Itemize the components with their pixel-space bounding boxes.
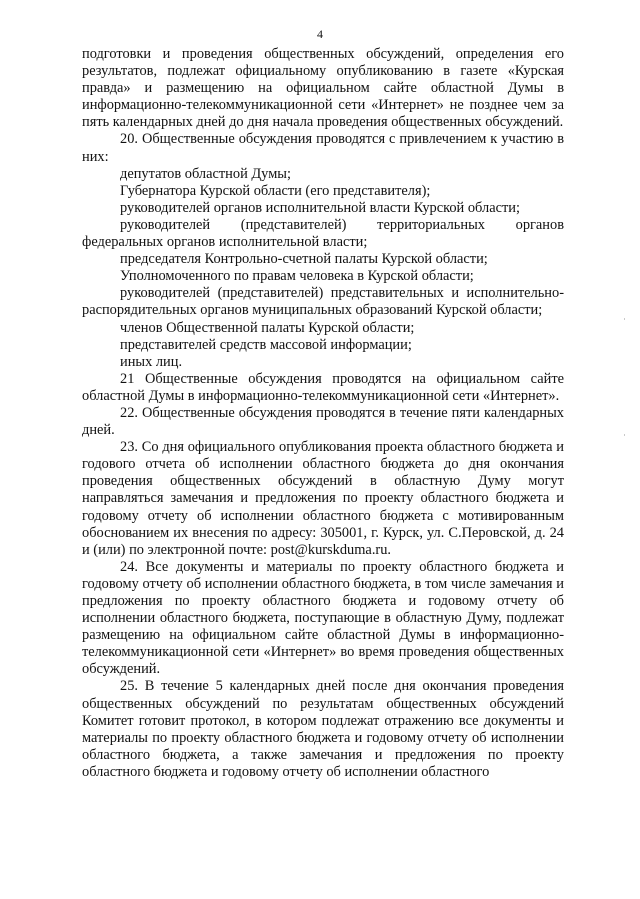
paragraph-continuation: подготовки и проведения общественных обсуждений, определения его результатов, подлежат официальному опубликованию в газете «Курская правда» и размещению на официальном сайте областной Думы в информационно-телекоммуникационной сети «Интернет» не позднее чем за пять календарных дней до дня начала проведения общественных обсуждений. [82, 46, 564, 131]
scan-artifact [624, 434, 625, 436]
paragraph-21: 21 Общественные обсуждения проводятся на официальном сайте областной Думы в информационно-телекоммуникационной сети «Интернет». [82, 370, 564, 404]
paragraph-22: 22. Общественные обсуждения проводятся в течение пяти календарных дней. [82, 404, 564, 439]
paragraph-25: 25. В течение 5 календарных дней после дня окончания проведения общественных обсуждений по результатам общественных обсуждений Комитет готовит протокол, в котором подлежат отражению все документы и материалы по проекту областного бюджета и годовому отчету об исполнении областного бюджета, а также замечания и предложения по проекту областного бюджета и годовому отчету об исполнении областного [82, 678, 564, 780]
list-item: председателя Контрольно-счетной палаты Курской области; [120, 251, 488, 268]
document-body [82, 46, 564, 781]
list-item: депутатов областной Думы; [120, 165, 291, 182]
list-item: руководителей (представителей) территориальных органов федеральных органов исполнительной власти; [82, 216, 564, 251]
scan-artifact [624, 318, 625, 320]
list-item: руководителей (представителей) представительных и исполнительно-распорядительных органов муниципальных образований Курской области; [82, 285, 564, 319]
paragraph-20: 20. Общественные обсуждения проводятся с привлечением к участию в них: [82, 131, 564, 165]
list-item: Губернатора Курской области (его представителя); [120, 182, 431, 199]
list-item: членов Общественной палаты Курской области; [120, 319, 415, 336]
list-item: руководителей органов исполнительной власти Курской области; [120, 199, 520, 216]
list-item: Уполномоченного по правам человека в Курской области; [120, 268, 474, 285]
page-number: 4 [317, 27, 323, 41]
list-item: представителей средств массовой информации; [120, 336, 412, 353]
paragraph-24: 24. Все документы и материалы по проекту областного бюджета и годовому отчету об исполнении областного бюджета, в том числе замечания и предложения по проекту областного бюджета и годовому отчету об исполнении областного бюджета, поступающие в областную Думу, подлежат размещению на официальном сайте областной Думы в информационно-телекоммуникационной сети «Интернет» во время проведения общественных обсуждений. [82, 558, 564, 678]
list-item: иных лиц. [120, 353, 183, 370]
paragraph-23: 23. Со дня официального опубликования проекта областного бюджета и годового отчета об исполнении областного бюджета до дня окончания проведения общественных обсуждений в областную Думу могут направляться замечания и предложения по проекту областного бюджета и годовому отчету об исполнении областного бюджета с мотивированным обоснованием их внесения по адресу: 305001, г. Курск, ул. С.Перовской, д. 24 и (или) по электронной почте: post@kurskduma.ru. [82, 439, 564, 558]
